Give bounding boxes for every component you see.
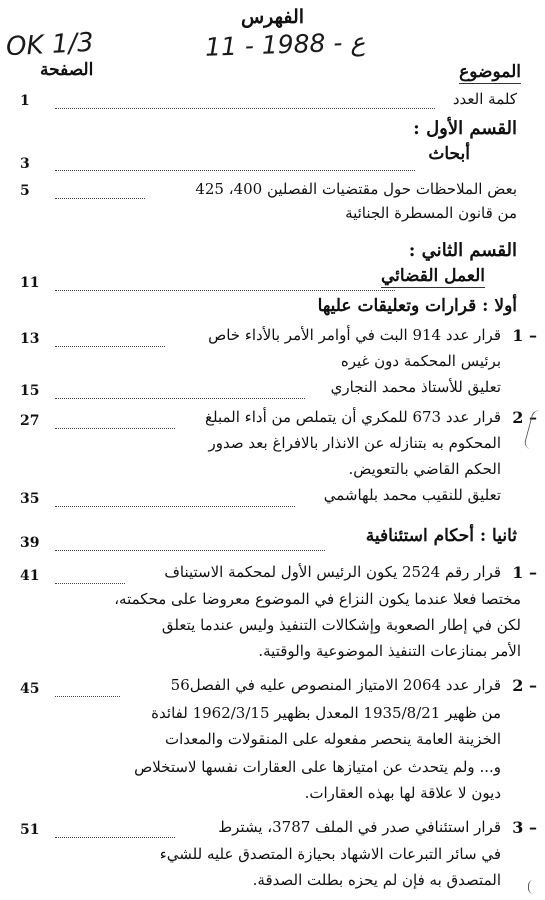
item-number: 1 – [512,326,537,345]
toc-entry: تعليق للنقيب محمد بلهاشمي [323,486,501,504]
toc-entry: أبحاث [428,144,470,164]
page-number: 41 [20,568,40,584]
toc-entry: قرار عدد 914 البت في أوامر الأمر بالأداء خاص [208,326,501,344]
toc-entry: برئيس المحكمة دون غيره [340,352,501,370]
toc-entry: من قانون المسطرة الجنائية [345,204,517,222]
leader-dots [55,550,325,551]
section-heading: القسم الثاني : [408,240,517,261]
toc-subheading: أولا : قرارات وتعليقات عليها [317,296,517,316]
topic-column-header: الموضوع [459,62,521,82]
toc-entry: قرار عدد 673 للمكري أن يتملص من أداء المبلغ [205,408,501,426]
page-number: 13 [20,331,40,347]
toc-entry: الخزينة العامة ينحصر مفعوله على المنقولات والمعدات [165,730,501,748]
page-number: 39 [20,535,40,551]
leader-dots [55,428,175,429]
toc-entry: بعض الملاحظات حول مقتضيات الفصلين 400، 425 [195,180,517,198]
page-number: 15 [20,383,40,399]
page-title: الفهرس [240,6,305,28]
section-heading: القسم الأول : [413,118,517,139]
toc-entry: كلمة العدد [452,90,517,108]
toc-entry: قرار رقم 2524 يكون الرئيس الأول لمحكمة الاستيناف [164,563,501,581]
toc-entry: في سائر التبرعات الاشهاد بحيازة المتصدق عليه للشيء [159,845,501,863]
page-number: 3 [20,156,30,172]
item-number: 3 – [512,818,537,837]
page-number: 27 [20,413,40,429]
toc-entry: قرار استئنافي صدر في الملف 3787، يشترط [218,818,501,836]
toc-subheading: ثانيا : أحكام استئنافية [365,526,517,546]
leader-dots [55,198,145,199]
leader-dots [55,506,295,507]
margin-mark [528,880,539,894]
toc-entry: من ظهير 1935/8/21 المعدل بظهير 1962/3/15 لفائدة [151,704,501,722]
toc-entry: مختصا فعلا عندما يكون النزاع في الموضوع معروضا على محكمته، [114,590,521,608]
item-number: 1 – [512,563,537,582]
item-number: 2 – [512,676,537,695]
page-number: 5 [20,183,30,199]
toc-entry: و... ولم يتحدث عن امتيازها على العقارات نفسها لاستخلاص [134,758,501,776]
leader-dots [55,398,305,399]
leader-dots [55,290,395,291]
toc-entry: الأمر بمنازعات التنفيذ الموضوعية والوقتية. [258,642,521,660]
toc-entry: تعليق للأستاذ محمد النجاري [330,378,501,396]
toc-entry: العمل القضائي [380,266,485,286]
page-number: 51 [20,822,40,838]
item-number: 2 – [512,408,537,427]
page-number: 45 [20,681,40,697]
toc-entry: المتصدق به فإن لم يحزه بطلت الصدقة. [252,871,501,889]
handwritten-note: OK 1/3 [5,27,95,63]
leader-dots [55,170,415,171]
leader-dots [55,696,120,697]
page-number: 1 [20,93,30,109]
toc-entry: الحكم القاضي بالتعويض. [348,460,501,478]
toc-entry: المحكوم به بتنازله عن الانذار بالافراغ بعد صدور [208,434,501,452]
leader-dots [55,346,165,347]
toc-entry: قرار عدد 2064 الامتياز المنصوص عليه في الفصل56 [170,676,501,694]
leader-dots [55,108,435,109]
toc-entry: ديون لا علاقة لها بهذه العقارات. [304,784,501,802]
page-number: 11 [20,275,40,291]
page-number: 35 [20,491,40,507]
leader-dots [55,583,125,584]
page-column-header: الصفحة [40,60,94,80]
toc-entry: لكن في إطار الصعوبة وإشكالات التنفيذ وليس عندما يتعلق [161,616,521,634]
handwritten-date: 11 - ع - 1988 [204,27,366,62]
leader-dots [55,837,175,838]
